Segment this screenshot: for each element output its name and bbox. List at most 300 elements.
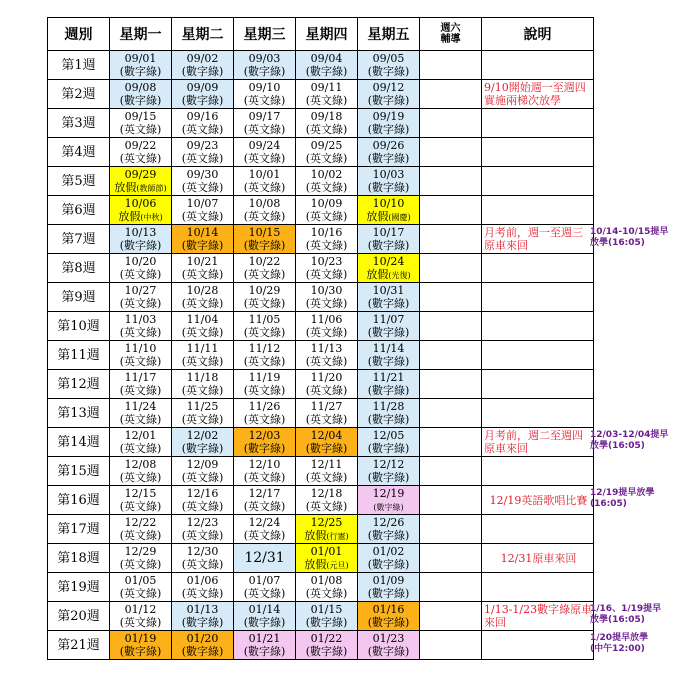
day-label: (英文綠)	[181, 326, 224, 339]
day-cell	[296, 457, 358, 486]
note-text: 12/19英語歌唱比賽	[489, 493, 588, 507]
table-row	[48, 51, 594, 80]
day-label: (英文綠)	[305, 210, 348, 223]
day-label: (數字綠)	[119, 65, 162, 78]
day-cell	[172, 167, 234, 196]
day-cell	[296, 312, 358, 341]
note-text: 9/10開始週一至週四	[484, 81, 586, 94]
day-date: 11/03	[124, 313, 157, 326]
week-cell: 第5週	[48, 167, 110, 196]
header-wed: 星期三	[234, 18, 296, 51]
day-cell	[296, 341, 358, 370]
day-note: (中秋)	[140, 212, 163, 222]
day-label: (英文綠)	[305, 181, 348, 194]
table-row	[48, 399, 594, 428]
day-cell	[172, 109, 234, 138]
day-label: (數字綠)	[305, 65, 348, 78]
day-date: 10/21	[186, 255, 219, 268]
day-label: (英文綠)	[181, 297, 224, 310]
day-label: (英文綠)	[119, 326, 162, 339]
day-cell	[110, 167, 172, 196]
day-cell	[110, 428, 172, 457]
saturday-cell	[420, 602, 482, 631]
day-date: 09/03	[248, 52, 281, 65]
day-date: 11/25	[186, 400, 219, 413]
note-cell	[482, 370, 594, 399]
day-date: 01/06	[186, 574, 219, 587]
saturday-cell	[420, 167, 482, 196]
day-date: 09/24	[248, 139, 281, 152]
table-row	[48, 138, 594, 167]
day-label: (數字綠)	[181, 65, 224, 78]
day-date: 12/05	[372, 429, 405, 442]
day-label: (英文綠)	[305, 152, 348, 165]
day-label: (英文綠)	[243, 413, 286, 426]
saturday-cell	[420, 225, 482, 254]
day-date: 12/15	[124, 487, 157, 500]
day-label: (數字綠)	[119, 94, 162, 107]
day-date: 10/27	[124, 284, 157, 297]
week-cell: 第3週	[48, 109, 110, 138]
day-cell	[234, 51, 296, 80]
day-date: 01/14	[248, 603, 281, 616]
day-cell	[358, 225, 420, 254]
day-label: (數字綠)	[181, 616, 224, 629]
saturday-cell	[420, 515, 482, 544]
day-label: (數字綠)	[367, 65, 410, 78]
day-date: 10/02	[310, 168, 343, 181]
day-cell	[358, 370, 420, 399]
day-label: (英文綠)	[119, 587, 162, 600]
week-cell: 第16週	[48, 486, 110, 515]
day-label: (數字綠)	[367, 529, 410, 542]
day-cell	[172, 254, 234, 283]
day-date: 10/07	[186, 197, 219, 210]
day-date: 11/06	[310, 313, 343, 326]
day-cell	[110, 80, 172, 109]
day-date: 10/08	[248, 197, 281, 210]
saturday-cell	[420, 80, 482, 109]
day-label: (數字綠)	[119, 645, 162, 658]
table-row	[48, 167, 594, 196]
day-label: (英文綠)	[243, 152, 286, 165]
saturday-cell	[420, 51, 482, 80]
table-row	[48, 457, 594, 486]
day-label: (數字綠)	[305, 645, 348, 658]
day-cell	[296, 573, 358, 602]
day-date: 09/05	[372, 52, 405, 65]
day-date: 12/26	[372, 516, 405, 529]
day-label: (數字綠)	[367, 616, 410, 629]
day-label: (英文綠)	[305, 355, 348, 368]
day-cell	[234, 631, 296, 660]
week-cell: 第17週	[48, 515, 110, 544]
day-note: (行憲)	[326, 531, 349, 541]
day-date: 12/16	[186, 487, 219, 500]
saturday-cell	[420, 544, 482, 573]
note-cell	[482, 631, 594, 660]
day-cell	[358, 486, 420, 515]
day-date: 01/20	[186, 632, 219, 645]
table-row	[48, 80, 594, 109]
note-cell	[482, 109, 594, 138]
day-label: (英文綠)	[119, 442, 162, 455]
day-cell	[110, 283, 172, 312]
day-label: (英文綠)	[243, 500, 286, 513]
day-label: (數字綠)	[367, 587, 410, 600]
day-date: 10/14	[186, 226, 219, 239]
week-cell: 第7週	[48, 225, 110, 254]
week-cell: 第11週	[48, 341, 110, 370]
header-notes: 說明	[482, 18, 594, 51]
day-date: 12/02	[186, 429, 219, 442]
day-label: (數字綠)	[119, 239, 162, 252]
day-date: 11/14	[372, 342, 405, 355]
note-cell	[482, 283, 594, 312]
day-cell	[234, 341, 296, 370]
day-label: 放假	[304, 528, 327, 542]
day-date: 09/15	[124, 110, 157, 123]
note-text: 原車來回	[484, 442, 528, 455]
day-cell	[110, 138, 172, 167]
day-cell	[296, 109, 358, 138]
day-label: (數字綠)	[367, 152, 410, 165]
day-label: (英文綠)	[243, 587, 286, 600]
note-cell	[482, 515, 594, 544]
day-label: (英文綠)	[243, 297, 286, 310]
day-date: 12/10	[248, 458, 281, 471]
day-label: (英文綠)	[305, 384, 348, 397]
header-mon: 星期一	[110, 18, 172, 51]
day-note: (光復)	[388, 270, 411, 280]
week-cell: 第15週	[48, 457, 110, 486]
day-label: 放假	[304, 557, 327, 571]
week-cell: 第13週	[48, 399, 110, 428]
day-cell	[110, 312, 172, 341]
day-label: (數字綠)	[367, 384, 410, 397]
note-text: 實施兩梯次放學	[484, 94, 561, 107]
day-cell	[358, 631, 420, 660]
day-cell	[110, 370, 172, 399]
saturday-cell	[420, 341, 482, 370]
day-cell	[358, 51, 420, 80]
day-cell	[234, 312, 296, 341]
day-note: (國慶)	[388, 212, 411, 222]
day-date: 09/18	[310, 110, 343, 123]
day-label: (英文綠)	[243, 529, 286, 542]
saturday-cell	[420, 486, 482, 515]
day-label: (英文綠)	[305, 123, 348, 136]
day-date: 10/29	[248, 284, 281, 297]
day-cell	[234, 602, 296, 631]
day-date: 10/13	[124, 226, 157, 239]
day-label: (英文綠)	[305, 268, 348, 281]
day-date: 01/02	[372, 545, 405, 558]
day-cell	[110, 399, 172, 428]
day-cell	[172, 283, 234, 312]
day-date: 11/04	[186, 313, 219, 326]
day-cell	[110, 457, 172, 486]
day-date: 11/13	[310, 342, 343, 355]
day-cell	[172, 457, 234, 486]
day-cell	[358, 428, 420, 457]
day-label: (數字綠)	[305, 616, 348, 629]
table-row	[48, 225, 594, 254]
day-label: (英文綠)	[181, 152, 224, 165]
day-date: 10/22	[248, 255, 281, 268]
day-cell	[358, 544, 420, 573]
day-cell	[358, 341, 420, 370]
day-cell	[110, 196, 172, 225]
day-cell	[172, 544, 234, 573]
day-cell	[234, 515, 296, 544]
note-text: 1/13-1/23數字綠原車	[484, 603, 593, 616]
day-date: 11/17	[124, 371, 157, 384]
day-label: (英文綠)	[305, 239, 348, 252]
day-label: (英文綠)	[119, 500, 162, 513]
day-date: 09/22	[124, 139, 157, 152]
day-cell	[234, 167, 296, 196]
day-date: 10/30	[310, 284, 343, 297]
day-date: 12/31	[244, 549, 285, 566]
day-label: (數字綠)	[367, 297, 410, 310]
day-date: 09/29	[124, 167, 157, 181]
day-date: 10/24	[372, 254, 405, 268]
week-cell: 第2週	[48, 80, 110, 109]
week-cell: 第14週	[48, 428, 110, 457]
day-date: 01/23	[372, 632, 405, 645]
week-cell: 第4週	[48, 138, 110, 167]
day-date: 09/04	[310, 52, 343, 65]
day-date: 09/17	[248, 110, 281, 123]
day-date: 01/19	[124, 632, 157, 645]
saturday-cell	[420, 573, 482, 602]
day-label: (英文綠)	[119, 616, 162, 629]
day-label: (數字綠)	[367, 94, 410, 107]
day-note: (教師節)	[136, 183, 167, 193]
day-label: (英文綠)	[305, 471, 348, 484]
day-label: (英文綠)	[305, 500, 348, 513]
table-row	[48, 254, 594, 283]
day-date: 09/11	[310, 81, 343, 94]
note-cell	[482, 138, 594, 167]
note-cell	[482, 573, 594, 602]
day-cell	[172, 138, 234, 167]
day-date: 11/05	[248, 313, 281, 326]
day-cell	[234, 399, 296, 428]
day-label: (數字綠)	[305, 442, 348, 455]
day-cell	[296, 51, 358, 80]
week-cell: 第10週	[48, 312, 110, 341]
day-cell	[296, 196, 358, 225]
day-cell	[110, 341, 172, 370]
note-text: 月考前，週二至週四	[484, 429, 583, 442]
day-cell	[172, 602, 234, 631]
day-label: (英文綠)	[181, 355, 224, 368]
day-cell	[296, 428, 358, 457]
side-note: 12/19提早放學 (16:05)	[590, 487, 655, 509]
header-row	[48, 18, 594, 51]
day-label: (英文綠)	[305, 587, 348, 600]
note-cell	[482, 51, 594, 80]
day-cell	[358, 515, 420, 544]
day-date: 11/07	[372, 313, 405, 326]
day-label: (英文綠)	[305, 94, 348, 107]
day-date: 11/27	[310, 400, 343, 413]
day-date: 09/02	[186, 52, 219, 65]
day-cell	[296, 631, 358, 660]
day-label: 放假	[366, 209, 389, 223]
day-date: 10/06	[124, 196, 157, 210]
day-cell	[296, 167, 358, 196]
day-label: 放假	[118, 209, 141, 223]
day-label: (英文綠)	[243, 384, 286, 397]
day-cell	[296, 283, 358, 312]
day-date: 10/28	[186, 284, 219, 297]
day-date: 12/24	[248, 516, 281, 529]
day-date: 10/09	[310, 197, 343, 210]
table-row	[48, 602, 594, 631]
day-date: 09/25	[310, 139, 343, 152]
header-tue: 星期二	[172, 18, 234, 51]
day-cell	[358, 138, 420, 167]
day-cell	[234, 196, 296, 225]
note-text: 12/31原車來回	[500, 551, 577, 565]
day-date: 11/21	[372, 371, 405, 384]
day-label: (英文綠)	[119, 268, 162, 281]
day-date: 12/19	[372, 486, 405, 500]
day-cell	[172, 80, 234, 109]
day-cell	[110, 573, 172, 602]
schedule-body	[48, 51, 594, 660]
day-date: 10/17	[372, 226, 405, 239]
day-date: 10/23	[310, 255, 343, 268]
day-date: 09/16	[186, 110, 219, 123]
day-date: 11/24	[124, 400, 157, 413]
day-label: (數字綠)	[243, 645, 286, 658]
day-date: 09/09	[186, 81, 219, 94]
day-date: 12/17	[248, 487, 281, 500]
week-cell: 第1週	[48, 51, 110, 80]
week-cell: 第19週	[48, 573, 110, 602]
day-date: 12/25	[310, 515, 343, 529]
day-cell	[110, 486, 172, 515]
day-label: (數字綠)	[367, 471, 410, 484]
day-date: 11/28	[372, 400, 405, 413]
day-date: 09/01	[124, 52, 157, 65]
day-date: 11/10	[124, 342, 157, 355]
day-date: 11/19	[248, 371, 281, 384]
day-date: 09/12	[372, 81, 405, 94]
day-cell	[172, 225, 234, 254]
day-date: 01/21	[248, 632, 281, 645]
saturday-cell	[420, 631, 482, 660]
note-cell	[482, 341, 594, 370]
day-cell	[358, 80, 420, 109]
day-cell	[172, 486, 234, 515]
day-label: (英文綠)	[181, 413, 224, 426]
day-cell	[172, 51, 234, 80]
day-date: 12/01	[124, 429, 157, 442]
day-label: (數字綠)	[181, 239, 224, 252]
day-date: 11/26	[248, 400, 281, 413]
day-cell	[296, 254, 358, 283]
day-label: (數字綠)	[367, 645, 410, 658]
table-row	[48, 196, 594, 225]
day-date: 12/22	[124, 516, 157, 529]
header-sat: 週六 輔導	[420, 18, 482, 51]
week-cell: 第21週	[48, 631, 110, 660]
day-cell	[172, 573, 234, 602]
note-cell	[482, 312, 594, 341]
week-cell: 第9週	[48, 283, 110, 312]
table-row	[48, 631, 594, 660]
day-date: 10/03	[372, 168, 405, 181]
week-cell: 第20週	[48, 602, 110, 631]
note-cell	[482, 399, 594, 428]
day-date: 01/05	[124, 574, 157, 587]
day-date: 12/03	[248, 429, 281, 442]
day-label: (英文綠)	[243, 123, 286, 136]
saturday-cell	[420, 196, 482, 225]
side-note: 10/14-10/15提早 放學(16:05)	[590, 226, 669, 248]
day-label: (英文綠)	[181, 268, 224, 281]
week-cell: 第6週	[48, 196, 110, 225]
day-label: (英文綠)	[243, 355, 286, 368]
day-label: (數字綠)	[367, 413, 410, 426]
day-date: 09/08	[124, 81, 157, 94]
day-date: 01/07	[248, 574, 281, 587]
day-cell	[172, 399, 234, 428]
day-cell	[110, 225, 172, 254]
day-date: 01/09	[372, 574, 405, 587]
header-thu: 星期四	[296, 18, 358, 51]
day-cell	[234, 254, 296, 283]
table-row	[48, 341, 594, 370]
day-cell	[172, 341, 234, 370]
day-date: 12/12	[372, 458, 405, 471]
day-label: (數字綠)	[243, 65, 286, 78]
day-label: (數字綠)	[367, 558, 410, 571]
saturday-cell	[420, 254, 482, 283]
note-cell	[482, 457, 594, 486]
day-date: 09/23	[186, 139, 219, 152]
day-cell	[296, 602, 358, 631]
day-label: (數字綠)	[367, 326, 410, 339]
day-cell	[110, 631, 172, 660]
day-label: (英文綠)	[119, 471, 162, 484]
table-row	[48, 515, 594, 544]
day-cell	[296, 544, 358, 573]
day-date: 12/29	[124, 545, 157, 558]
day-cell	[296, 138, 358, 167]
day-label: (英文綠)	[305, 326, 348, 339]
day-label: (數字綠)	[367, 123, 410, 136]
note-cell	[482, 486, 594, 515]
week-cell: 第8週	[48, 254, 110, 283]
day-cell	[296, 80, 358, 109]
side-note: 1/16、1/19提早 放學(16:05)	[590, 603, 662, 625]
day-label: (英文綠)	[119, 413, 162, 426]
day-cell	[234, 80, 296, 109]
day-date: 10/01	[248, 168, 281, 181]
saturday-cell	[420, 370, 482, 399]
note-text: 月考前，週一至週三	[484, 226, 583, 239]
note-cell	[482, 254, 594, 283]
table-row	[48, 573, 594, 602]
day-label: (英文綠)	[243, 210, 286, 223]
day-date: 01/13	[186, 603, 219, 616]
